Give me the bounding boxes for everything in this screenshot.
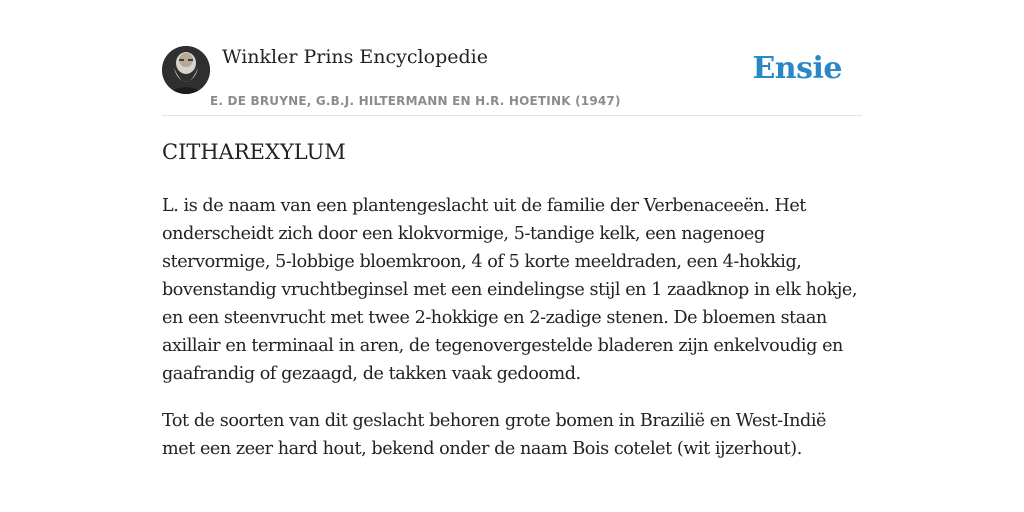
ensie-logo-link[interactable]: Ensie — [752, 51, 842, 86]
entry-paragraph: L. is de naam van een plantengeslacht uit de familie der Verbenaceeën. Het onderscheidt zich door een klokvormige, 5-tandige kelk, een nagenoeg stervormige, 5-lobbige bloemkroon, 4 of 5 korte meeldraden, een 4-hokkig, bovenstandig vruchtbeginsel met een eindelingse stijl en 1 zaadknop in elk hokje, en een steenvrucht met twee 2-hokkige en 2-zadige stenen. De bloemen staan axillair en terminaal in aren, de tegenovergestelde bladeren zijn enkelvoudig en gaafrandig of gezaagd, de takken vaak gedoomd. — [162, 196, 858, 384]
entry-paragraph: Tot de soorten van dit geslacht behoren grote bomen in Brazilië en West-Indië met een zeer hard hout, bekend onder de naam Bois cotelet (wit ijzerhout). — [162, 411, 826, 459]
author-avatar[interactable] — [162, 46, 210, 94]
source-authors: E. DE BRUYNE, G.B.J. HILTERMANN EN H.R. HOETINK (1947) — [210, 94, 621, 108]
entry-body — [162, 192, 862, 482]
bearded-man-portrait-icon — [162, 46, 210, 94]
entry-title: CITHAREXYLUM — [162, 140, 346, 164]
source-header — [162, 46, 862, 116]
source-title[interactable]: Winkler Prins Encyclopedie — [222, 46, 488, 68]
